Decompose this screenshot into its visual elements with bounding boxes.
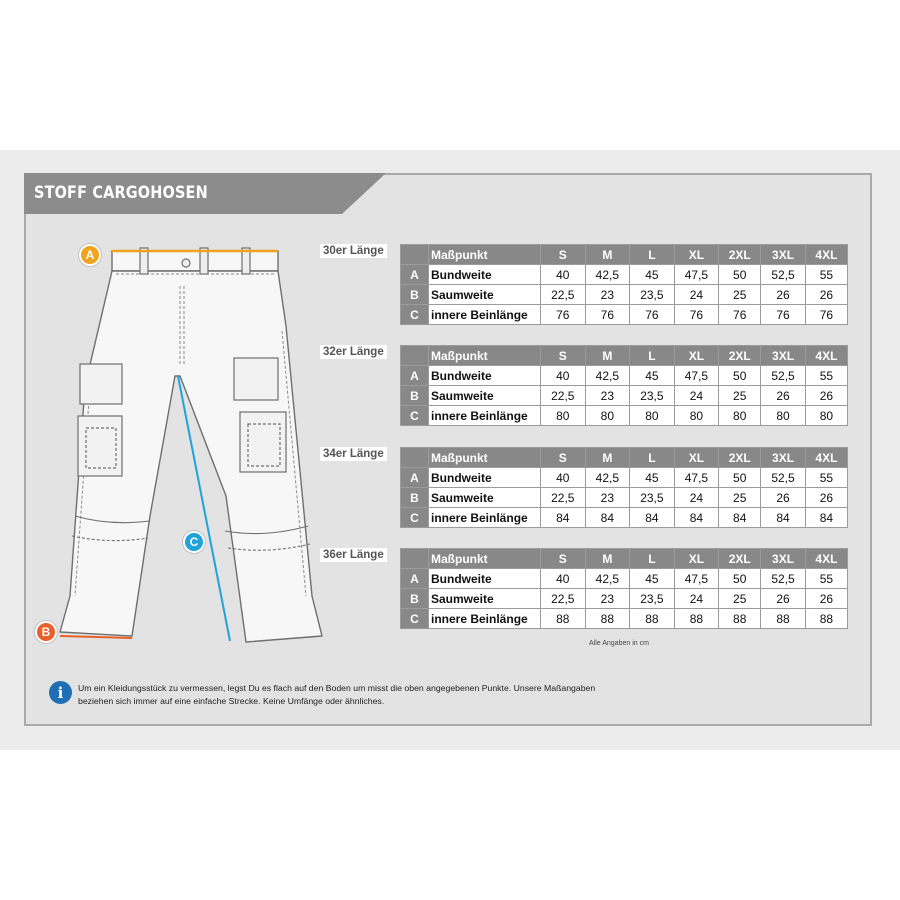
header-size: XL: [674, 245, 719, 265]
header-size: 2XL: [719, 549, 761, 569]
value-cell: 76: [630, 305, 675, 325]
row-label: Saumweite: [429, 285, 541, 305]
table-row: [401, 569, 848, 589]
value-cell: 76: [805, 305, 847, 325]
value-cell: 88: [630, 609, 675, 629]
size-table: [400, 244, 848, 325]
row-label: innere Beinlänge: [429, 406, 541, 426]
header-size: 3XL: [761, 346, 806, 366]
value-cell: 84: [674, 508, 719, 528]
value-cell: 80: [630, 406, 675, 426]
row-letter: B: [401, 386, 429, 406]
value-cell: 23,5: [630, 285, 675, 305]
cargo-pants-illustration: [30, 236, 330, 656]
table-header-row: [401, 448, 848, 468]
value-cell: 47,5: [674, 569, 719, 589]
value-cell: 76: [585, 305, 630, 325]
value-cell: 50: [719, 366, 761, 386]
value-cell: 26: [805, 386, 847, 406]
table-header-row: [401, 346, 848, 366]
value-cell: 55: [805, 366, 847, 386]
value-cell: 88: [674, 609, 719, 629]
header-size: M: [585, 549, 630, 569]
value-cell: 84: [761, 508, 806, 528]
length-label: 30er Länge: [320, 244, 387, 258]
table-header-row: [401, 549, 848, 569]
row-letter: A: [401, 468, 429, 488]
header-param: Maßpunkt: [429, 346, 541, 366]
value-cell: 26: [761, 386, 806, 406]
header-corner: [401, 448, 429, 468]
row-label: innere Beinlänge: [429, 609, 541, 629]
header-size: L: [630, 346, 675, 366]
row-label: Bundweite: [429, 366, 541, 386]
header-size: 4XL: [805, 549, 847, 569]
row-letter: B: [401, 488, 429, 508]
value-cell: 40: [541, 366, 586, 386]
value-cell: 26: [761, 589, 806, 609]
value-cell: 88: [761, 609, 806, 629]
row-label: Saumweite: [429, 386, 541, 406]
value-cell: 84: [805, 508, 847, 528]
value-cell: 42,5: [585, 569, 630, 589]
table-row: [401, 589, 848, 609]
value-cell: 76: [541, 305, 586, 325]
header-size: M: [585, 245, 630, 265]
row-letter: C: [401, 406, 429, 426]
row-letter: C: [401, 305, 429, 325]
value-cell: 76: [761, 305, 806, 325]
header-size: L: [630, 549, 675, 569]
header-size: S: [541, 346, 586, 366]
value-cell: 42,5: [585, 468, 630, 488]
table-row: [401, 468, 848, 488]
table-row: [401, 265, 848, 285]
value-cell: 26: [805, 285, 847, 305]
header-size: L: [630, 448, 675, 468]
value-cell: 50: [719, 468, 761, 488]
size-table: [400, 548, 848, 629]
table-row: [401, 508, 848, 528]
row-letter: A: [401, 569, 429, 589]
header-size: 4XL: [805, 346, 847, 366]
units-footnote: Alle Angaben in cm: [589, 640, 649, 647]
value-cell: 80: [541, 406, 586, 426]
header-size: L: [630, 245, 675, 265]
value-cell: 55: [805, 468, 847, 488]
value-cell: 40: [541, 265, 586, 285]
value-cell: 25: [719, 589, 761, 609]
value-cell: 80: [761, 406, 806, 426]
info-icon: i: [49, 681, 72, 704]
value-cell: 23: [585, 488, 630, 508]
value-cell: 84: [585, 508, 630, 528]
row-letter: A: [401, 366, 429, 386]
value-cell: 52,5: [761, 366, 806, 386]
row-label: Bundweite: [429, 265, 541, 285]
value-cell: 22,5: [541, 386, 586, 406]
value-cell: 80: [805, 406, 847, 426]
value-cell: 42,5: [585, 265, 630, 285]
header-size: 3XL: [761, 448, 806, 468]
value-cell: 24: [674, 589, 719, 609]
table-row: [401, 366, 848, 386]
table-row: [401, 386, 848, 406]
header-size: 2XL: [719, 346, 761, 366]
value-cell: 26: [805, 589, 847, 609]
value-cell: 26: [761, 285, 806, 305]
header-param: Maßpunkt: [429, 448, 541, 468]
value-cell: 47,5: [674, 265, 719, 285]
info-text: Um ein Kleidungsstück zu vermessen, legst Du es flach auf den Boden um misst die oben angegebenen Punkte. Unsere Maßangaben beziehen sich immer auf eine einfache Strecke. Keine Umfänge oder ähnliches.: [78, 683, 596, 706]
row-letter: C: [401, 609, 429, 629]
header-size: 3XL: [761, 549, 806, 569]
header-corner: [401, 245, 429, 265]
value-cell: 40: [541, 569, 586, 589]
value-cell: 52,5: [761, 569, 806, 589]
value-cell: 26: [761, 488, 806, 508]
row-letter: B: [401, 285, 429, 305]
header-size: M: [585, 448, 630, 468]
header-param: Maßpunkt: [429, 549, 541, 569]
value-cell: 22,5: [541, 589, 586, 609]
header-size: S: [541, 245, 586, 265]
table-row: [401, 305, 848, 325]
value-cell: 80: [674, 406, 719, 426]
header-size: M: [585, 346, 630, 366]
header-size: XL: [674, 346, 719, 366]
value-cell: 88: [805, 609, 847, 629]
size-table: [400, 447, 848, 528]
length-label: 36er Länge: [320, 548, 387, 562]
row-label: Saumweite: [429, 488, 541, 508]
row-letter: C: [401, 508, 429, 528]
value-cell: 24: [674, 285, 719, 305]
header-size: XL: [674, 549, 719, 569]
value-cell: 47,5: [674, 366, 719, 386]
value-cell: 45: [630, 569, 675, 589]
value-cell: 50: [719, 265, 761, 285]
value-cell: 23: [585, 386, 630, 406]
value-cell: 45: [630, 265, 675, 285]
header-param: Maßpunkt: [429, 245, 541, 265]
table-row: [401, 285, 848, 305]
marker-c-icon: C: [183, 531, 205, 553]
value-cell: 80: [719, 406, 761, 426]
row-label: innere Beinlänge: [429, 305, 541, 325]
header-size: S: [541, 549, 586, 569]
value-cell: 45: [630, 468, 675, 488]
value-cell: 76: [719, 305, 761, 325]
value-cell: 22,5: [541, 488, 586, 508]
value-cell: 55: [805, 569, 847, 589]
row-label: Bundweite: [429, 569, 541, 589]
value-cell: 88: [541, 609, 586, 629]
value-cell: 23,5: [630, 488, 675, 508]
page-title: STOFF CARGOHOSEN: [34, 183, 208, 203]
length-label: 34er Länge: [320, 447, 387, 461]
row-label: Saumweite: [429, 589, 541, 609]
size-table: [400, 345, 848, 426]
value-cell: 52,5: [761, 468, 806, 488]
value-cell: 84: [719, 508, 761, 528]
value-cell: 52,5: [761, 265, 806, 285]
value-cell: 23,5: [630, 386, 675, 406]
value-cell: 23: [585, 589, 630, 609]
header-corner: [401, 549, 429, 569]
value-cell: 42,5: [585, 366, 630, 386]
header-size: 2XL: [719, 448, 761, 468]
value-cell: 45: [630, 366, 675, 386]
value-cell: 55: [805, 265, 847, 285]
value-cell: 24: [674, 386, 719, 406]
table-row: [401, 609, 848, 629]
marker-a-icon: A: [79, 244, 101, 266]
header-size: S: [541, 448, 586, 468]
row-letter: B: [401, 589, 429, 609]
value-cell: 23,5: [630, 589, 675, 609]
table-header-row: [401, 245, 848, 265]
value-cell: 40: [541, 468, 586, 488]
value-cell: 88: [585, 609, 630, 629]
value-cell: 80: [585, 406, 630, 426]
value-cell: 25: [719, 386, 761, 406]
value-cell: 76: [674, 305, 719, 325]
value-cell: 50: [719, 569, 761, 589]
header-size: 4XL: [805, 448, 847, 468]
row-label: Bundweite: [429, 468, 541, 488]
table-row: [401, 488, 848, 508]
header-size: XL: [674, 448, 719, 468]
value-cell: 84: [630, 508, 675, 528]
value-cell: 26: [805, 488, 847, 508]
value-cell: 25: [719, 285, 761, 305]
table-row: [401, 406, 848, 426]
length-label: 32er Länge: [320, 345, 387, 359]
row-letter: A: [401, 265, 429, 285]
value-cell: 47,5: [674, 468, 719, 488]
value-cell: 24: [674, 488, 719, 508]
header-corner: [401, 346, 429, 366]
marker-b-icon: B: [35, 621, 57, 643]
value-cell: 23: [585, 285, 630, 305]
header-size: 3XL: [761, 245, 806, 265]
header-size: 2XL: [719, 245, 761, 265]
row-label: innere Beinlänge: [429, 508, 541, 528]
header-size: 4XL: [805, 245, 847, 265]
value-cell: 22,5: [541, 285, 586, 305]
value-cell: 88: [719, 609, 761, 629]
value-cell: 84: [541, 508, 586, 528]
value-cell: 25: [719, 488, 761, 508]
